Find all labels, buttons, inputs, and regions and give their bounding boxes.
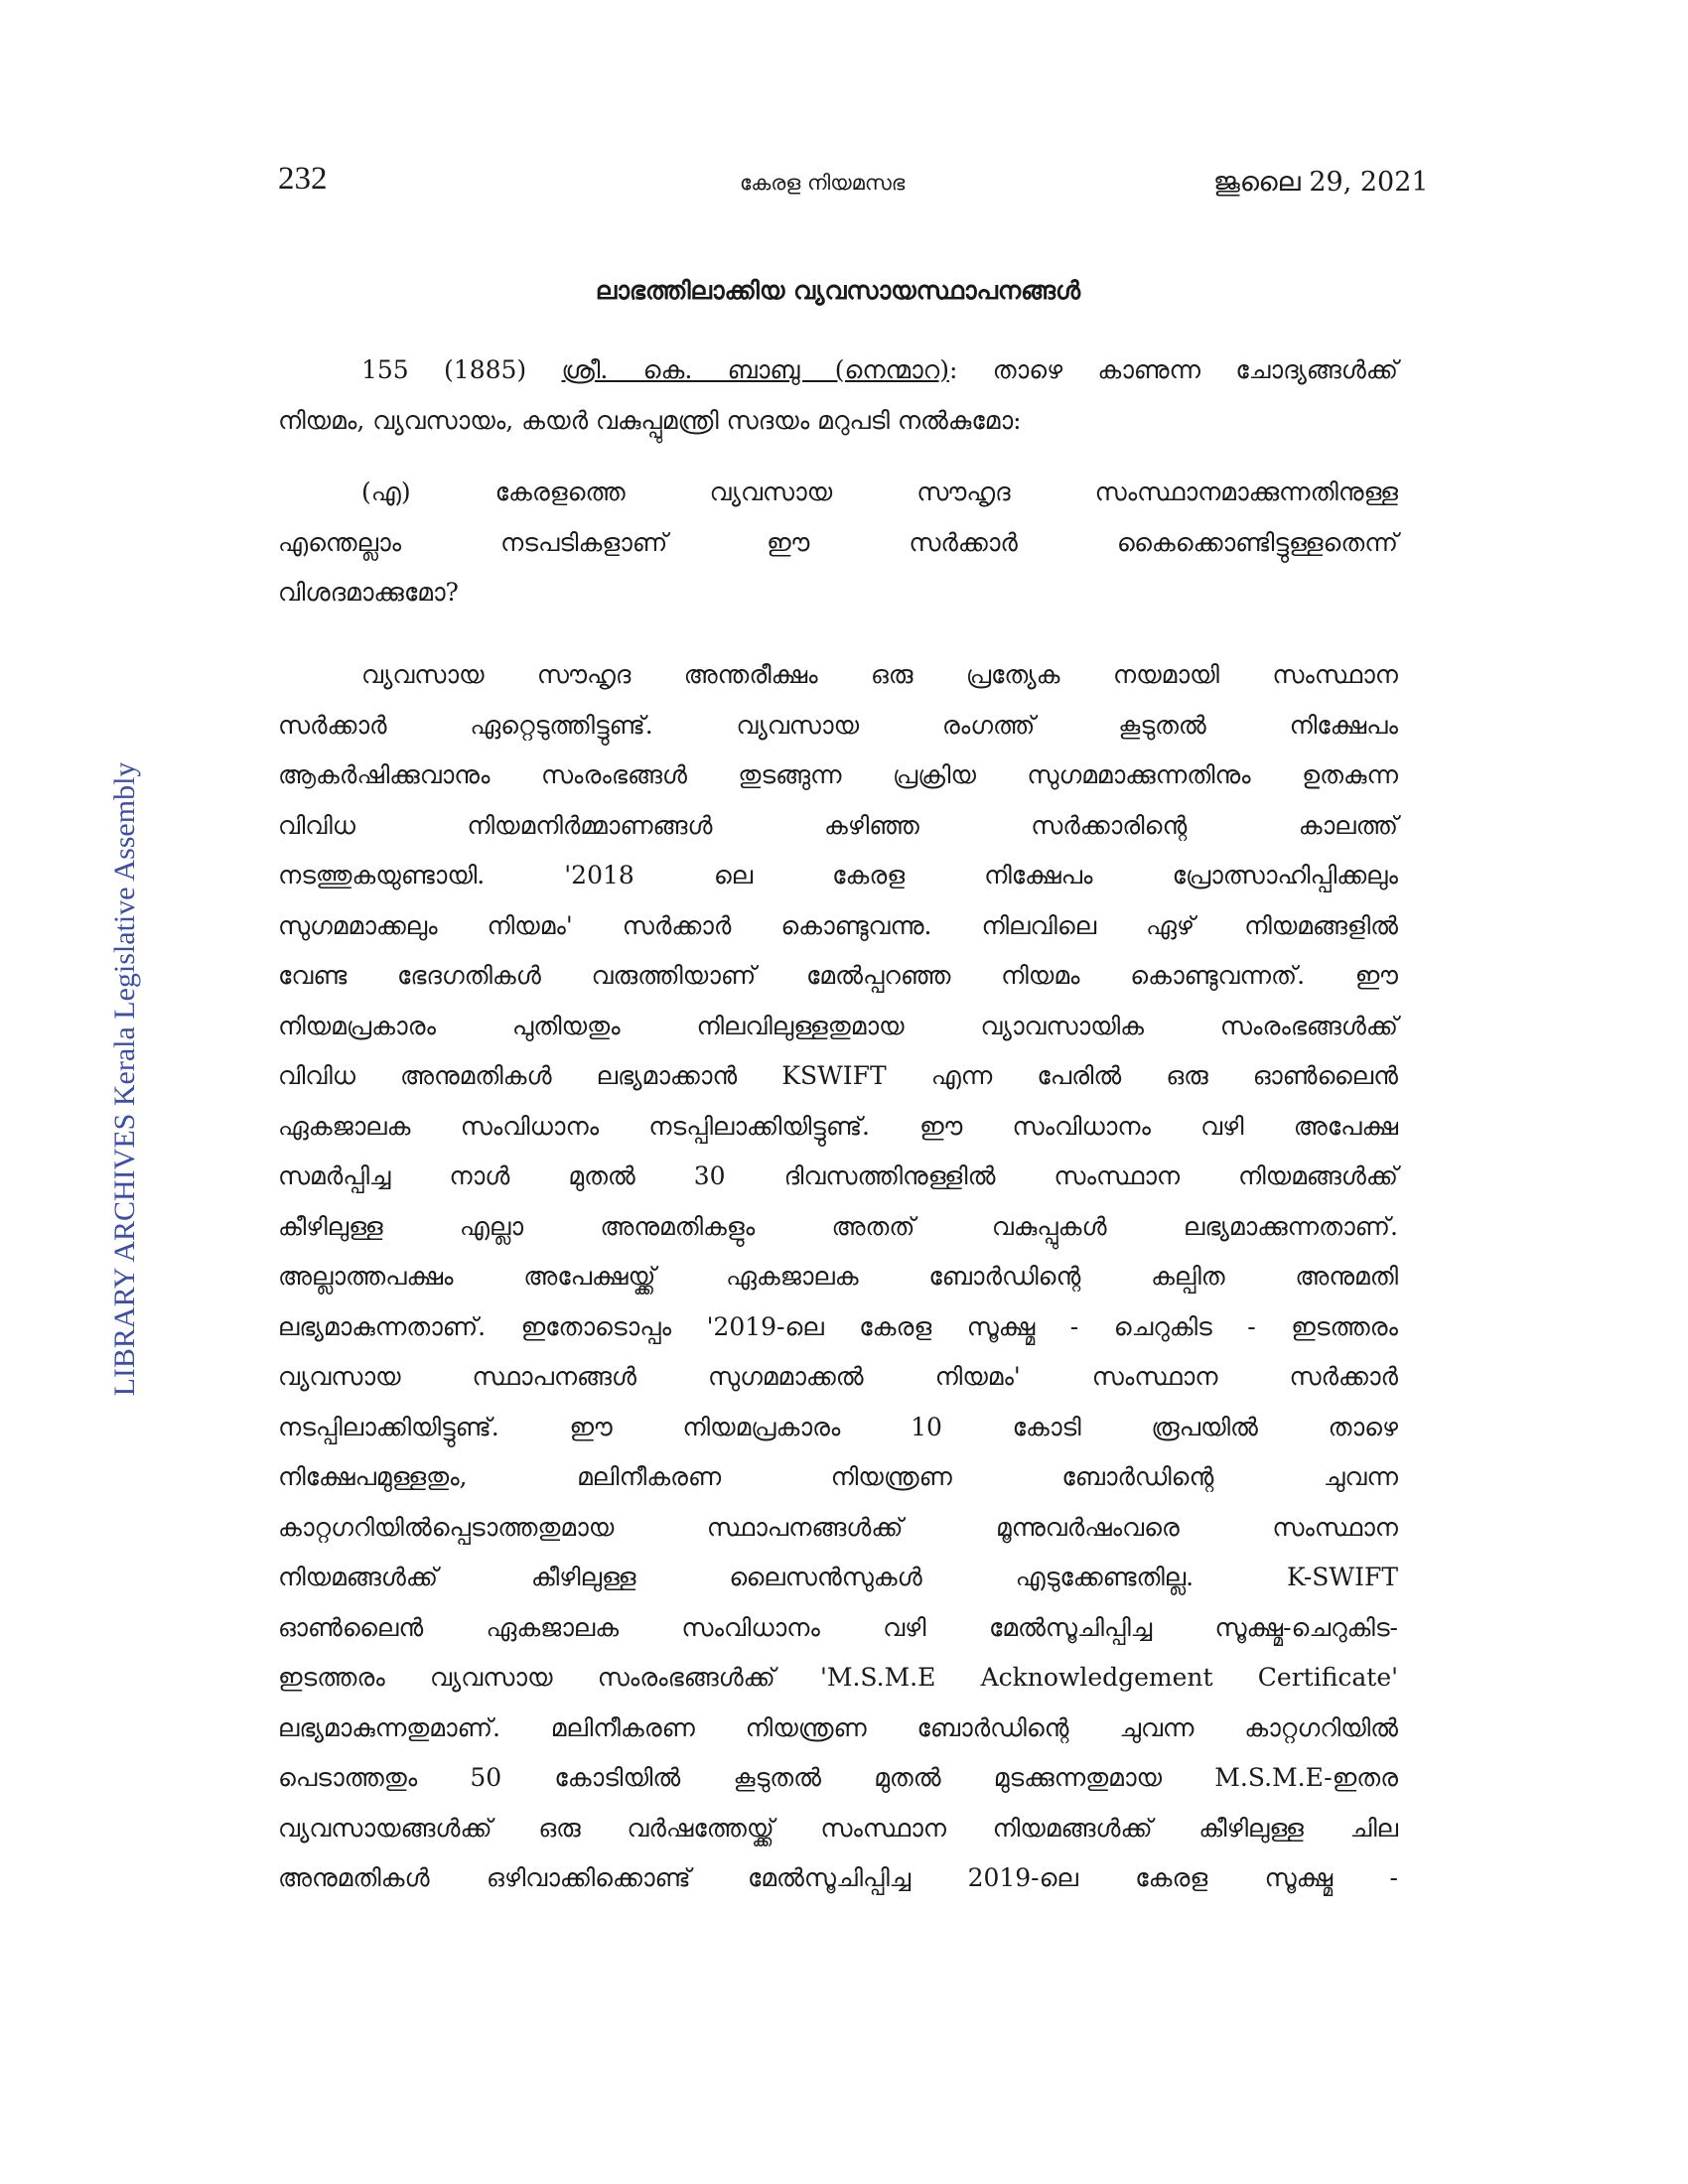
answer-line: വിവിധ നിയമനിർമ്മാണങ്ങൾ കഴിഞ്ഞ സർക്കാരിന്റെ കാലത്ത്	[278, 810, 1398, 840]
answer-line: വിവിധ അനുമതികൾ ലഭ്യമാക്കാൻ KSWIFT എന്ന പേരിൽ ഒരു ഓൺലൈൻ	[278, 1061, 1398, 1090]
answer-line: ഓൺലൈൻ ഏകജാലക സംവിധാനം വഴി മേൽസൂചിപ്പിച്ച സൂക്ഷ്മ-ചെറുകിട-	[278, 1612, 1398, 1642]
answer-line: സർക്കാർ ഏറ്റെടുത്തിട്ടുണ്ട്. വ്യവസായ രംഗത്ത് കൂടുതൽ നിക്ഷേപം	[278, 710, 1398, 740]
answer-line: നിയമങ്ങൾക്ക് കീഴിലുള്ള ലൈസൻസുകൾ എടുക്കേണ്ടതില്ല. K-SWIFT	[278, 1563, 1398, 1591]
answer-line: സമർപ്പിച്ച നാൾ മുതൽ 30 ദിവസത്തിനുള്ളിൽ സംസ്ഥാന നിയമങ്ങൾക്ക്	[278, 1161, 1398, 1190]
answer-line: ലഭ്യമാകുന്നതുമാണ്. മലിനീകരണ നിയന്ത്രണ ബോർഡിന്റെ ചുവന്ന കാറ്റഗറിയിൽ	[278, 1712, 1398, 1742]
question-member: ശ്രീ. കെ. ബാബു (നെന്മാറ)	[561, 355, 949, 384]
answer-line: വ്യവസായ സ്ഥാപനങ്ങൾ സുഗമമാക്കൽ നിയമം' സംസ്ഥാന സർക്കാർ	[278, 1362, 1398, 1391]
answer-line: അല്ലാത്തപക്ഷം അപേക്ഷയ്ക്ക് ഏകജാലക ബോർഡിന്റെ കല്പിത അനുമതി	[278, 1262, 1398, 1291]
answer-line: വ്യവസായ സൗഹൃദ അന്തരീക്ഷം ഒരു പ്രത്യേക നയമായി സംസ്ഥാന	[361, 660, 1398, 689]
answer-line: നിക്ഷേപമുള്ളതും, മലിനീകരണ നിയന്ത്രണ ബോർഡിന്റെ ചുവന്ന	[278, 1462, 1398, 1491]
answer-line: അനുമതികൾ ഒഴിവാക്കിക്കൊണ്ട് മേൽസൂചിപ്പിച്ച 2019-ലെ കേരള സൂക്ഷ്മ -	[278, 1863, 1398, 1892]
answer-line: നിയമപ്രകാരം പുതിയതും നിലവിലുള്ളതുമായ വ്യാവസായിക സംരംഭങ്ങൾക്ക്	[278, 1011, 1398, 1040]
answer-line: കാറ്റഗറിയിൽപ്പെടാത്തതുമായ സ്ഥാപനങ്ങൾക്ക് മൂന്നുവർഷംവരെ സംസ്ഥാന	[278, 1512, 1398, 1542]
answer-line: വേണ്ട ഭേദഗതികൾ വരുത്തിയാണ് മേൽപ്പറഞ്ഞ നിയമം കൊണ്ടുവന്നത്. ഈ	[278, 961, 1398, 990]
answer-line: സുഗമമാക്കലും നിയമം' സർക്കാർ കൊണ്ടുവന്നു. നിലവിലെ ഏഴ് നിയമങ്ങളിൽ	[278, 910, 1398, 940]
subquestion-line-1: (എ) കേരളത്തെ വ്യവസായ സൗഹൃദ സംസ്ഥാനമാക്കുന്നതിനുള്ള	[361, 478, 1398, 506]
subquestion-line-3: വിശദമാക്കുമോ?	[278, 578, 459, 607]
running-title: കേരള നിയമസഭ	[740, 171, 906, 195]
subquestion-line-2: എന്തെല്ലാം നടപടികളാണ് ഈ സർക്കാർ കൈക്കൊണ്ടിട്ടുള്ളതെന്ന്	[278, 527, 1398, 557]
answer-line: ഏകജാലക സംവിധാനം നടപ്പിലാക്കിയിട്ടുണ്ട്. ഈ സംവിധാനം വഴി അപേക്ഷ	[278, 1111, 1398, 1141]
archive-watermark: LIBRARY ARCHIVES Kerala Legislative Assembly	[108, 761, 141, 1397]
page-date: ജൂലൈ 29, 2021	[1213, 167, 1429, 198]
question-number: 155 (1885)	[361, 355, 527, 384]
question-line-2: നിയമം, വ്യവസായം, കയർ വകുപ്പുമന്ത്രി സദയം മറുപടി നൽകുമോ:	[278, 405, 1022, 435]
question-line-1	[278, 345, 1398, 396]
page-number: 232	[278, 161, 328, 197]
answer-line: കീഴിലുള്ള എല്ലാ അനുമതികളും അതത് വകുപ്പുകൾ ലഭ്യമാക്കുന്നതാണ്.	[278, 1211, 1398, 1241]
question-line-1-rest: : താഴെ കാണുന്ന ചോദ്യങ്ങൾക്ക്	[948, 355, 1398, 384]
answer-line: വ്യവസായങ്ങൾക്ക് ഒരു വർഷത്തേയ്ക്ക് സംസ്ഥാന നിയമങ്ങൾക്ക് കീഴിലുള്ള ചില	[278, 1813, 1398, 1843]
answer-line: പെടാത്തതും 50 കോടിയിൽ കൂടുതൽ മുതൽ മുടക്കുന്നതുമായ M.S.M.E-ഇതര	[278, 1763, 1398, 1792]
answer-line: ഇടത്തരം വ്യവസായ സംരംഭങ്ങൾക്ക് 'M.S.M.E Acknowledgement Certificate'	[278, 1663, 1398, 1692]
question-block	[278, 345, 1398, 446]
section-title: ലാഭത്തിലാക്കിയ വ്യവസായസ്ഥാപനങ്ങൾ	[595, 276, 1081, 305]
answer-line: ലഭ്യമാകുന്നതാണ്. ഇതോടൊപ്പം '2019-ലെ കേരള സൂക്ഷ്മ - ചെറുകിട - ഇടത്തരം	[278, 1311, 1398, 1341]
answer-line: നടത്തുകയുണ്ടായി. '2018 ലെ കേരള നിക്ഷേപം പ്രോത്സാഹിപ്പിക്കലും	[278, 861, 1398, 889]
subquestion-block	[278, 468, 1398, 618]
answer-line: ആകർഷിക്കുവാനും സംരംഭങ്ങൾ തുടങ്ങുന്ന പ്രക്രിയ സുഗമമാക്കുന്നതിനും ഉതകുന്ന	[278, 760, 1398, 789]
answer-block	[278, 650, 1398, 1904]
answer-line: നടപ്പിലാക്കിയിട്ടുണ്ട്. ഈ നിയമപ്രകാരം 10 കോടി രൂപയിൽ താഴെ	[278, 1412, 1398, 1441]
